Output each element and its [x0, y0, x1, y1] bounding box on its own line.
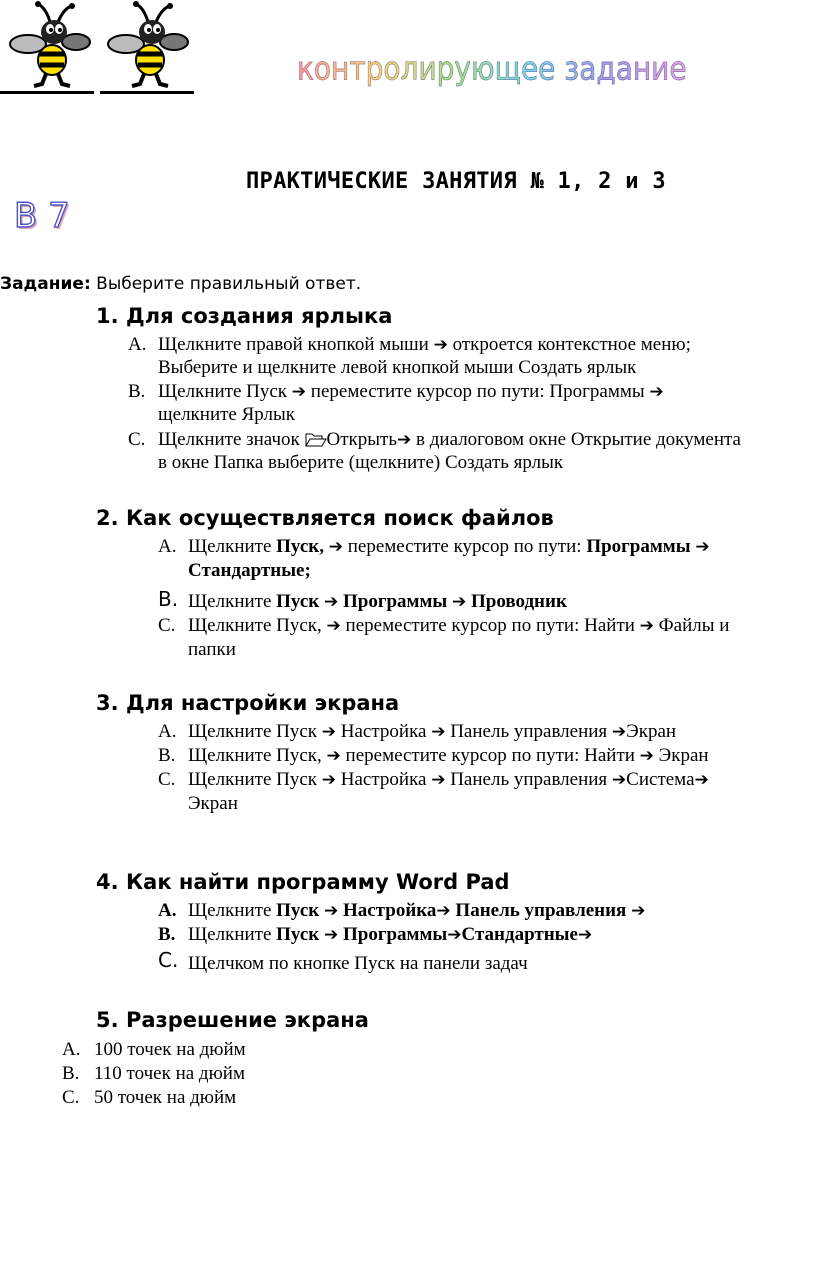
- arrow-icon: ➔: [447, 925, 462, 945]
- option-text: 50 точек на дюйм: [94, 1087, 237, 1108]
- option-text: Щелкните Пуск, ➔ переместите курсор по пути: Найти ➔ Экран: [188, 745, 709, 766]
- arrow-icon: ➔: [695, 537, 710, 557]
- arrow-icon: ➔: [631, 901, 646, 921]
- option-letter: A.: [158, 536, 177, 557]
- option-letter: B.: [62, 1063, 80, 1084]
- arrow-icon: ➔: [321, 722, 337, 742]
- option-letter: B.: [158, 745, 176, 766]
- arrow-icon: ➔: [611, 770, 627, 790]
- arrow-icon: ➔: [431, 770, 446, 790]
- task-label: Задание:: [0, 274, 91, 294]
- arrow-icon: ➔: [639, 616, 654, 636]
- option-text: Щелкните Пуск, ➔ переместите курсор по пути: Программы ➔: [188, 536, 710, 557]
- question-3-title: [96, 691, 399, 715]
- arrow-icon: ➔: [323, 925, 339, 945]
- option-letter: C.: [128, 429, 146, 450]
- option-letter: B.: [128, 381, 146, 402]
- arrow-icon: ➔: [611, 722, 627, 742]
- option-letter: A.: [158, 900, 177, 921]
- arrow-icon: ➔: [451, 592, 467, 612]
- option-text: Щелчком по кнопке Пуск на панели задач: [188, 953, 528, 974]
- page-title: ПРАКТИЧЕСКИЕ ЗАНЯТИЯ № 1, 2 и 3: [246, 169, 666, 194]
- arrow-icon: ➔: [326, 616, 341, 636]
- question-text: Разрешение экрана: [126, 1008, 369, 1032]
- option-text: Щелкните Пуск ➔ Программы ➔ Проводник: [188, 591, 567, 612]
- option-text: 100 точек на дюйм: [94, 1039, 246, 1060]
- option-text: Щелкните правой кнопкой мыши ➔ откроется контекстное меню;: [158, 334, 691, 355]
- bee-image-right: [104, 0, 194, 95]
- banner-wordart: контролирующее задание: [297, 49, 687, 88]
- option-text: Щелкните Пуск ➔ переместите курсор по пути: Программы ➔: [158, 381, 664, 402]
- option-text: Щелкните Пуск ➔ Настройка ➔ Панель управления ➔Экран: [188, 721, 677, 742]
- option-text: Щелкните Пуск ➔ Настройка ➔ Панель управления ➔Система➔: [188, 769, 709, 790]
- option-text-cont: Стандартные;: [188, 560, 311, 581]
- header-rule-left: [0, 91, 94, 94]
- arrow-icon: ➔: [433, 335, 448, 355]
- question-text: Как найти программу Word Pad: [126, 870, 510, 894]
- question-1-title: [96, 304, 392, 328]
- arrow-icon: ➔: [323, 901, 339, 921]
- option-letter: A.: [158, 721, 177, 742]
- question-5-title: [96, 1008, 369, 1032]
- question-2-title: [96, 506, 554, 530]
- arrow-icon: ➔: [649, 382, 664, 402]
- bee-image-left: [6, 0, 96, 95]
- arrow-icon: ➔: [694, 770, 709, 790]
- question-4-title: [96, 870, 510, 894]
- task-text: Выберите правильный ответ.: [96, 274, 362, 294]
- arrow-icon: ➔: [577, 925, 593, 945]
- option-text: Щелкните значок Открыть➔ в диалоговом окне Открытие документа: [158, 429, 741, 450]
- option-text-cont: щелкните Ярлык: [158, 404, 295, 425]
- arrow-icon: ➔: [328, 537, 343, 557]
- question-number: 4.: [96, 870, 119, 894]
- arrow-icon: ➔: [323, 592, 339, 612]
- open-folder-icon: [305, 431, 327, 447]
- option-text: Щелкните Пуск ➔ Программы➔Стандартные➔: [188, 924, 593, 945]
- header-rule-right: [100, 91, 194, 94]
- option-text-cont: в окне Папка выберите (щелкните) Создать ярлык: [158, 452, 564, 473]
- option-letter: A.: [128, 334, 147, 355]
- question-text: Как осуществляется поиск файлов: [126, 506, 554, 530]
- option-text-cont: Выберите и щелкните левой кнопкой мыши Создать ярлык: [158, 357, 637, 378]
- option-letter: A.: [62, 1039, 81, 1060]
- question-text: Для создания ярлыка: [126, 304, 393, 328]
- option-text: 110 точек на дюйм: [94, 1063, 245, 1084]
- question-number: 5.: [96, 1008, 119, 1032]
- option-text: Щелкните Пуск ➔ Настройка➔ Панель управления ➔: [188, 900, 646, 921]
- question-number: 3.: [96, 691, 119, 715]
- option-letter: C.: [158, 615, 176, 636]
- question-number: 2.: [96, 506, 119, 530]
- task-line: [0, 274, 361, 294]
- question-number: 1.: [96, 304, 119, 328]
- option-text-cont: папки: [188, 639, 236, 660]
- option-text-cont: Экран: [188, 793, 238, 814]
- option-text: Щелкните Пуск, ➔ переместите курсор по пути: Найти ➔ Файлы и: [188, 615, 730, 636]
- option-letter: C.: [62, 1087, 80, 1108]
- arrow-icon: ➔: [397, 430, 412, 450]
- option-letter: B.: [158, 924, 176, 945]
- arrow-icon: ➔: [291, 382, 307, 402]
- variant-label: В 7: [14, 196, 70, 236]
- option-letter: B.: [158, 587, 179, 611]
- arrow-icon: ➔: [436, 901, 451, 921]
- question-text: Для настройки экрана: [126, 691, 400, 715]
- option-letter: C.: [158, 948, 179, 972]
- option-letter: C.: [158, 769, 176, 790]
- arrow-icon: ➔: [321, 770, 337, 790]
- arrow-icon: ➔: [639, 746, 654, 766]
- arrow-icon: ➔: [431, 722, 446, 742]
- arrow-icon: ➔: [326, 746, 341, 766]
